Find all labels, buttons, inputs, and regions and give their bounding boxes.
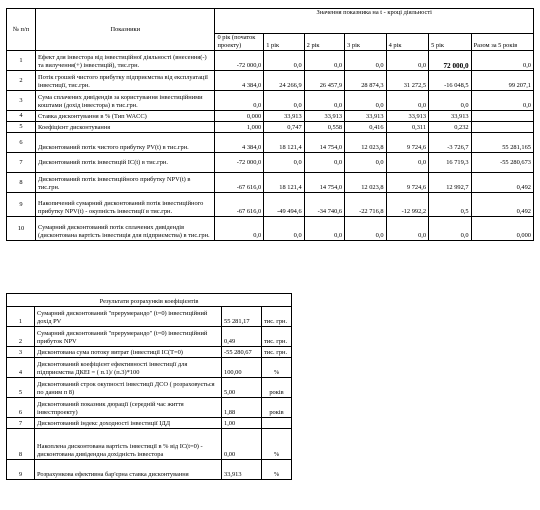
result-unit-cell[interactable]: тис. грн. (262, 307, 292, 327)
result-unit-cell[interactable]: % (262, 429, 292, 460)
value-cell[interactable]: 0,0 (386, 51, 429, 71)
result-value-cell[interactable]: 0,49 (222, 327, 262, 347)
row-number-cell[interactable]: 1 (7, 51, 36, 71)
header-step-cell[interactable]: Разом за 5 років (471, 34, 533, 51)
value-cell[interactable]: 0,0 (264, 91, 304, 111)
table-row (7, 173, 534, 193)
table-row (7, 398, 292, 418)
result-unit-cell[interactable]: років (262, 378, 292, 398)
result-unit-cell[interactable]: тис. грн. (262, 347, 292, 358)
result-value-cell[interactable]: 55 281,17 (222, 307, 262, 327)
value-cell[interactable]: 12 023,8 (345, 133, 386, 153)
result-value-cell[interactable]: 1,00 (222, 418, 262, 429)
value-cell[interactable]: 0,0 (345, 91, 386, 111)
value-cell[interactable]: 0,0 (471, 51, 533, 71)
value-cell[interactable]: 12 992,7 (429, 173, 472, 193)
value-cell[interactable]: 14 754,0 (304, 133, 344, 153)
row-number-cell[interactable]: 1 (7, 307, 35, 327)
value-cell[interactable]: 0,416 (345, 122, 386, 133)
row-number-cell[interactable]: 7 (7, 418, 35, 429)
value-cell[interactable]: 0,0 (429, 217, 472, 241)
row-label-cell[interactable]: Дисконтований коефіцієнт ефективності інвестиції для підприємства ДКЕІ = ( п.1)/ (п.3)*100 (35, 358, 222, 378)
value-cell[interactable]: -3 726,7 (429, 133, 472, 153)
row-label-cell[interactable]: Коефіцієнт дисконтування (36, 122, 215, 133)
value-cell[interactable]: 1,000 (215, 122, 264, 133)
value-cell[interactable]: -72 000,0 (215, 153, 264, 173)
table-row (7, 307, 292, 327)
header-step-cell[interactable]: 1 рік (264, 34, 304, 51)
value-cell[interactable]: 0,0 (386, 217, 429, 241)
value-cell[interactable]: 0,0 (304, 91, 344, 111)
value-cell[interactable]: 4 384,0 (215, 133, 264, 153)
row-number-cell[interactable]: 3 (7, 91, 36, 111)
value-cell[interactable]: 0,558 (304, 122, 344, 133)
row-number-cell[interactable]: 6 (7, 133, 36, 153)
value-cell[interactable]: 0,492 (471, 173, 533, 193)
value-cell[interactable]: 0,232 (429, 122, 472, 133)
value-cell[interactable]: 0,0 (345, 51, 386, 71)
value-cell[interactable]: 0,0 (304, 51, 344, 71)
row-number-cell[interactable]: 10 (7, 217, 36, 241)
value-cell[interactable]: 0,0 (304, 153, 344, 173)
row-label-cell[interactable]: Розрахункова ефективна бар'єрна ставка дисконтування (35, 460, 222, 480)
header-step-cell[interactable]: 2 рік (304, 34, 344, 51)
row-label-cell[interactable]: Сума сплачених дивідендів за користування інвестиційними коштами (дохід інвестора) в тис.грн. (36, 91, 215, 111)
header-number-cell[interactable]: № п/п (7, 9, 36, 51)
result-value-cell[interactable]: 5,00 (222, 378, 262, 398)
value-cell[interactable]: 0,0 (264, 217, 304, 241)
value-cell[interactable]: 26 457,9 (304, 71, 344, 91)
row-label-cell[interactable]: Сумарний дисконтований потік сплачених дивідендів (дисконтована вартість інвестиція для підприємства) в тис.грн. (36, 217, 215, 241)
table-row (7, 193, 534, 217)
value-cell[interactable]: 0,0 (386, 153, 429, 173)
value-cell[interactable]: 0,0 (215, 91, 264, 111)
row-label-cell[interactable]: Сумарний дисконтований "прерумерандо" (t=0) інвестиційний дохід PV (35, 307, 222, 327)
row-number-cell[interactable]: 6 (7, 398, 35, 418)
investment-indicators-table (6, 8, 534, 241)
table-row (7, 327, 292, 347)
value-cell[interactable]: 33,913 (264, 111, 304, 122)
row-number-cell[interactable]: 2 (7, 71, 36, 91)
value-cell[interactable]: 0,0 (429, 91, 472, 111)
value-cell[interactable]: 0,0 (264, 153, 304, 173)
row-number-cell[interactable]: 5 (7, 378, 35, 398)
value-cell[interactable]: -34 740,6 (304, 193, 344, 217)
table-row (7, 347, 292, 358)
result-unit-cell[interactable]: % (262, 358, 292, 378)
value-cell[interactable]: 9 724,6 (386, 133, 429, 153)
result-unit-cell[interactable] (262, 418, 292, 429)
value-cell[interactable]: 0,0 (386, 91, 429, 111)
table-row (7, 71, 534, 91)
coefficients-results-table (6, 293, 292, 480)
value-cell[interactable] (471, 122, 533, 133)
value-cell[interactable]: 0,0 (471, 91, 533, 111)
header-step-cell[interactable]: 0 рік (початок проекту) (215, 34, 264, 51)
value-cell[interactable]: -22 716,8 (345, 193, 386, 217)
row-number-cell[interactable]: 4 (7, 358, 35, 378)
row-label-cell[interactable]: Накоплена дисконтована вартість інвестиції в % від IC(t=0) - дисконтована дивідендна дохідність інвестора (35, 429, 222, 460)
row-label-cell[interactable]: Дисконтований потік чистого прибутку PV(t) в тис.грн. (36, 133, 215, 153)
value-cell[interactable]: 24 266,9 (264, 71, 304, 91)
value-cell[interactable]: 0,000 (215, 111, 264, 122)
value-cell[interactable]: 0,0 (345, 217, 386, 241)
value-cell[interactable]: 0,0 (345, 153, 386, 173)
row-label-cell[interactable]: Дисконтований індекс доходності інвестиції ІДД (35, 418, 222, 429)
row-label-cell[interactable]: Дисконтований строк окупності інвестиції ДСО ( розраховується по даним п 8) (35, 378, 222, 398)
result-value-cell[interactable]: 33,913 (222, 460, 262, 480)
row-number-cell[interactable]: 9 (7, 460, 35, 480)
table-row (7, 217, 534, 241)
value-cell[interactable]: 72 000,0 (429, 51, 472, 71)
value-cell[interactable]: 0,0 (304, 217, 344, 241)
result-value-cell[interactable]: 100,00 (222, 358, 262, 378)
table-row (7, 358, 292, 378)
result-unit-cell[interactable]: років (262, 398, 292, 418)
value-cell[interactable]: -72 000,0 (215, 51, 264, 71)
value-cell[interactable]: -67 616,0 (215, 193, 264, 217)
header-step-cell[interactable]: 5 рік (429, 34, 472, 51)
row-number-cell[interactable]: 5 (7, 122, 36, 133)
value-cell[interactable]: 28 874,3 (345, 71, 386, 91)
value-cell[interactable]: 33,913 (304, 111, 344, 122)
value-cell[interactable]: 9 724,6 (386, 173, 429, 193)
table-row (7, 429, 292, 460)
value-cell[interactable]: 0,0 (215, 217, 264, 241)
row-label-cell[interactable]: Сумарний дисконтований "прерумерандо" (t=0) інвестиційний прибуток NPV (35, 327, 222, 347)
value-cell[interactable]: 33,913 (386, 111, 429, 122)
value-cell[interactable]: 0,311 (386, 122, 429, 133)
value-cell[interactable]: -55 280,673 (471, 153, 533, 173)
result-value-cell[interactable]: -55 280,67 (222, 347, 262, 358)
row-label-cell[interactable]: Дисконтований потік інвестиційного прибутку NPV(t) в тис.грн. (36, 173, 215, 193)
row-number-cell[interactable]: 3 (7, 347, 35, 358)
row-label-cell[interactable]: Ефект для інвестора від інвестиційної діяльності (внесення(-) та вилучення(+) інвестицій), тис.грн. (36, 51, 215, 71)
row-label-cell[interactable]: Потік грошей чистого прибутку підприємства від експлуатації інвестиції, тис.грн. (36, 71, 215, 91)
header-group-cell[interactable]: Значення показника на t - кроці діяльності (215, 9, 534, 34)
row-number-cell[interactable]: 7 (7, 153, 36, 173)
value-cell[interactable]: 99 207,1 (471, 71, 533, 91)
row-number-cell[interactable]: 4 (7, 111, 36, 122)
value-cell[interactable]: 4 384,0 (215, 71, 264, 91)
value-cell[interactable]: -16 048,5 (429, 71, 472, 91)
value-cell[interactable]: 14 754,0 (304, 173, 344, 193)
row-number-cell[interactable]: 9 (7, 193, 36, 217)
table-row (7, 91, 534, 111)
value-cell[interactable]: 0,5 (429, 193, 472, 217)
value-cell[interactable] (471, 111, 533, 122)
table-row (7, 378, 292, 398)
row-label-cell[interactable]: Дисконтована сума потоку витрат (інвестиції IC(T=0) (35, 347, 222, 358)
results-title-cell[interactable]: Результати розрахунків коефіцієнтів (7, 294, 292, 307)
value-cell[interactable]: 31 272,5 (386, 71, 429, 91)
table-row (7, 51, 534, 71)
value-cell[interactable]: -67 616,0 (215, 173, 264, 193)
row-label-cell[interactable]: Дисконтований показник дюрації (середній час життя інвестпроекту) (35, 398, 222, 418)
table-row (7, 111, 534, 122)
value-cell[interactable]: 12 023,8 (345, 173, 386, 193)
row-number-cell[interactable]: 8 (7, 173, 36, 193)
table-row (7, 133, 534, 153)
row-number-cell[interactable]: 8 (7, 429, 35, 460)
result-value-cell[interactable]: 0,00 (222, 429, 262, 460)
result-value-cell[interactable]: 1,88 (222, 398, 262, 418)
result-unit-cell[interactable]: тис. грн. (262, 327, 292, 347)
row-label-cell[interactable]: Накопичений сумарний дисконтований потік інвестиційного прибутку NPV(t) - окупність інвестиції в тис.грн. (36, 193, 215, 217)
result-unit-cell[interactable]: % (262, 460, 292, 480)
table-row (7, 153, 534, 173)
value-cell[interactable]: 0,492 (471, 193, 533, 217)
value-cell[interactable]: 16 719,3 (429, 153, 472, 173)
value-cell[interactable]: -49 494,6 (264, 193, 304, 217)
value-cell[interactable]: 33,913 (345, 111, 386, 122)
header-step-cell[interactable]: 4 рік (386, 34, 429, 51)
table-row (7, 460, 292, 480)
value-cell[interactable]: 55 281,165 (471, 133, 533, 153)
header-step-cell[interactable]: 3 рік (345, 34, 386, 51)
value-cell[interactable]: -12 992,2 (386, 193, 429, 217)
value-cell[interactable]: 33,913 (429, 111, 472, 122)
value-cell[interactable]: 0,000 (471, 217, 533, 241)
table-row (7, 418, 292, 429)
value-cell[interactable]: 0,747 (264, 122, 304, 133)
table-row (7, 122, 534, 133)
value-cell[interactable]: 18 121,4 (264, 133, 304, 153)
header-indicator-cell[interactable]: Показники (36, 9, 215, 51)
value-cell[interactable]: 18 121,4 (264, 173, 304, 193)
row-label-cell[interactable]: Ставка дисконтування в % (Тип WACC) (36, 111, 215, 122)
row-label-cell[interactable]: Дисконтований потік інвестицій IC(t) в тис.грн. (36, 153, 215, 173)
value-cell[interactable]: 0,0 (264, 51, 304, 71)
row-number-cell[interactable]: 2 (7, 327, 35, 347)
